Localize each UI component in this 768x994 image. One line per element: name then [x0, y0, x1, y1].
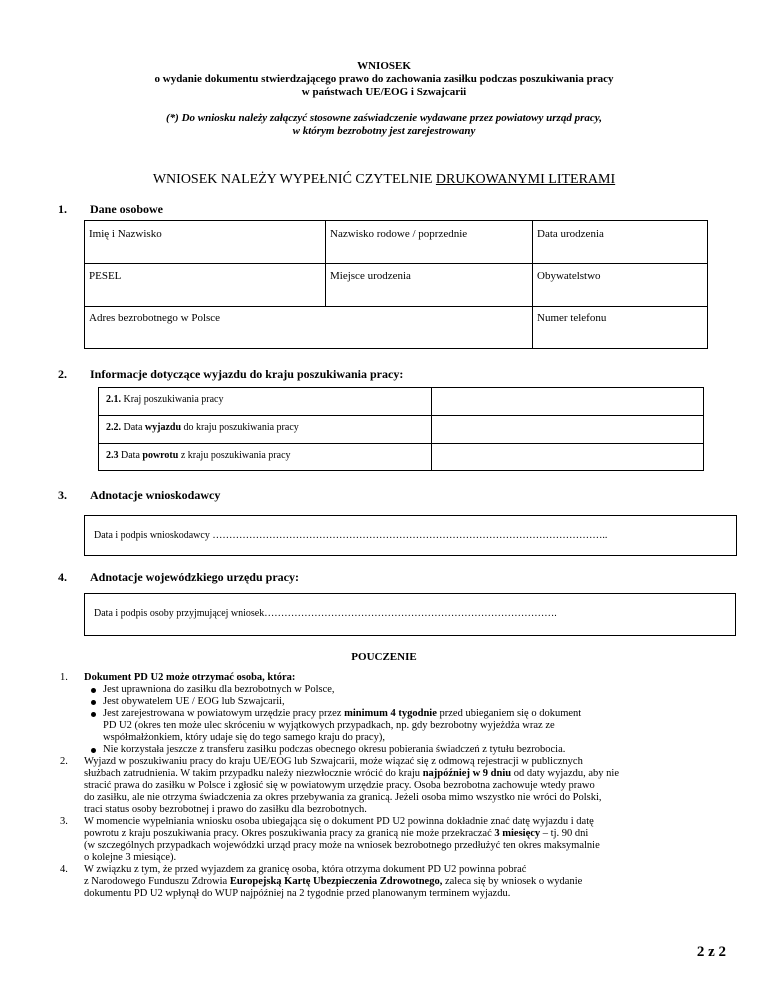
fill-instruction-underlined: DRUKOWANYMI LITERAMI — [435, 172, 616, 187]
family-name-label: Nazwisko rodowe / poprzednie — [330, 228, 468, 240]
item3-line4: o kolejne 3 miesiące). — [84, 852, 177, 863]
pesel-label: PESEL — [89, 270, 122, 282]
applicant-signature-line: Data i podpis wnioskodawcy ……………………………………………………………………………………………………….. — [94, 530, 608, 541]
section3-title: Adnotacje wnioskodawcy — [90, 488, 221, 502]
item4-line2-post: zaleca się by wniosek o wydanie — [442, 876, 583, 887]
country-label-num: 2.1. — [106, 394, 121, 405]
item4-line1: W związku z tym, że przed wyjazdem za granicę osoba, która otrzyma dokument PD U2 powinna pobrać — [84, 864, 527, 875]
bullet-1-text: Jest uprawniona do zasiłku dla bezrobotnych w Polsce, — [103, 684, 335, 695]
return-label-post: z kraju poszukiwania pracy — [178, 450, 291, 461]
return-label-num: 2.3 — [106, 450, 119, 461]
birth-date-field[interactable] — [532, 220, 708, 264]
bullet-1 — [84, 684, 734, 696]
country-label-pre: Kraj poszukiwania pracy — [121, 394, 224, 405]
item2-line2-bold: najpóźniej w 9 dniu — [422, 768, 512, 779]
return-label-bold: powrotu — [142, 450, 179, 461]
item3-line2-post: – tj. 90 dni — [540, 828, 589, 839]
item1-number: 1. — [60, 672, 68, 683]
bullet-dot — [91, 700, 96, 705]
departure-label — [106, 422, 299, 434]
item2-line2-pre: służbach zatrudnienia. W takim przypadku należy niezwłocznie wrócić do kraju — [84, 768, 423, 779]
bullet-3-line2: PD U2 (okres ten może ulec skróceniu w wyjątkowych przypadkach, np. gdy bezrobotny wyjeżdża wraz ze — [103, 720, 555, 731]
item2-line5: traci status osoby bezrobotnej i prawo do zasiłku dla bezrobotnych. — [84, 804, 367, 815]
item2-line4: do zasiłku, ale nie otrzyma świadczenia za okres przebywania za granicą. Jeżeli osoba mimo wszystko nie wróci do Polski, — [84, 792, 602, 803]
departure-label-post: do kraju poszukiwania pracy — [181, 422, 299, 433]
family-name-field[interactable] — [325, 220, 533, 264]
item3-number: 3. — [60, 816, 68, 827]
item1-title: Dokument PD U2 może otrzymać osoba, która: — [84, 672, 296, 683]
attachment-note-line2: w którym bezrobotny jest zarejestrowany — [292, 125, 476, 137]
departure-table — [98, 387, 704, 471]
bullet-4 — [84, 744, 734, 756]
country-input[interactable] — [431, 387, 704, 416]
bullet-4-text: Nie korzystała jeszcze z transferu zasiłku podczas obecnego okresu pobierania świadczeń z tytułu bezrobocia. — [103, 744, 566, 755]
name-field[interactable] — [84, 220, 326, 264]
bullet-3-bold: minimum 4 tygodnie — [344, 708, 437, 719]
address-label: Adres bezrobotnego w Polsce — [89, 312, 221, 324]
section1-title: Dane osobowe — [90, 202, 164, 216]
item4-line2-bold: Europejską Kartę Ubezpieczenia Zdrowotnego, — [229, 876, 443, 887]
section4-title: Adnotacje wojewódzkiego urzędu pracy: — [90, 570, 299, 584]
item2-line1: Wyjazd w poszukiwaniu pracy do kraju UE/EOG lub Szwajcarii, może wiązać się z odmową rejestracji w publicznych — [84, 756, 583, 767]
item3-line2-bold: 3 miesięcy — [494, 828, 541, 839]
item2-line3: stracić prawa do zasiłku w Polsce i zgłosić się w powiatowym urzędzie pracy. Osoba bezrobotna zachowuje wtedy prawo — [84, 780, 595, 791]
departure-label-pre: Data — [121, 422, 145, 433]
citizenship-label: Obywatelstwo — [537, 270, 601, 282]
form-subtitle-line1: o wydanie dokumentu stwierdzającego prawo do zachowania zasiłku podczas poszukiwania pracy — [154, 73, 614, 85]
instructions-title: POUCZENIE — [351, 651, 417, 663]
item4-line2-pre: z Narodowego Funduszu Zdrowia — [84, 876, 230, 887]
personal-data-table — [84, 220, 708, 349]
instruction-item-1 — [60, 672, 734, 684]
return-date-input[interactable] — [431, 443, 704, 471]
form-title: WNIOSEK — [357, 60, 411, 72]
section1-number: 1. — [58, 202, 67, 216]
departure-label-bold: wyjazdu — [144, 422, 182, 433]
bullet-dot — [91, 688, 96, 693]
item2-number: 2. — [60, 756, 68, 767]
birth-date-label: Data urodzenia — [537, 228, 604, 240]
section3-number: 3. — [58, 488, 67, 502]
bullet-dot — [91, 748, 96, 753]
office-signature-line: Data i podpis osoby przyjmującej wniosek……………………………………………………………………………. — [94, 608, 557, 619]
return-label-pre: Data — [118, 450, 143, 461]
country-label — [106, 394, 223, 406]
fill-instruction-prefix: WNIOSEK NALEŻY WYPEŁNIĆ CZYTELNIE — [152, 172, 436, 187]
form-subtitle-line2: w państwach UE/EOG i Szwajcarii — [301, 86, 467, 98]
return-label — [106, 450, 291, 462]
bullet-3-pre: Jest zarejestrowana w powiatowym urzędzie pracy przez — [103, 708, 345, 719]
instruction-item-4 — [60, 864, 734, 900]
bullet-3 — [84, 708, 734, 744]
item4-line3: dokumentu PD U2 wpłynął do WUP najpóźniej na 2 tygodnie przed planowanym terminem wyjazdu. — [84, 888, 511, 899]
departure-date-input[interactable] — [431, 415, 704, 444]
instructions-list — [60, 672, 734, 900]
bullet-3-line3: współmałżonkiem, który udaje się do tego samego kraju do pracy), — [103, 732, 385, 743]
item3-line2-pre: powrotu z kraju poszukiwania pracy. Okres poszukiwania pracy za granicą nie może przekraczać — [84, 828, 495, 839]
item3-line3: (w szczególnych przypadkach wojewódzki urząd pracy może na wniosek bezrobotnego przedłużyć ten okres maksymalnie — [84, 840, 600, 851]
page-number: 2 z 2 — [696, 944, 726, 960]
name-label: Imię i Nazwisko — [89, 228, 162, 240]
bullet-3-post: przed ubieganiem się o dokument — [436, 708, 582, 719]
section4-number: 4. — [58, 570, 67, 584]
bullet-2-text: Jest obywatelem UE / EOG lub Szwajcarii, — [103, 696, 285, 707]
birth-place-label: Miejsce urodzenia — [330, 270, 411, 282]
instruction-item-2 — [60, 756, 734, 816]
bullet-dot — [91, 712, 96, 717]
bullet-2 — [84, 696, 734, 708]
attachment-note-line1: (*) Do wniosku należy załączyć stosowne zaświadczenie wydawane przez powiatowy urząd pracy, — [166, 112, 602, 124]
section2-number: 2. — [58, 367, 67, 381]
item2-line2-post: od daty wyjazdu, aby nie — [511, 768, 619, 779]
phone-label: Numer telefonu — [537, 312, 607, 324]
fill-instruction — [0, 172, 768, 188]
item3-line1: W momencie wypełniania wniosku osoba ubiegająca się o dokument PD U2 powinna dokładnie znać datę wyjazdu i datę — [84, 816, 594, 827]
item4-number: 4. — [60, 864, 68, 875]
departure-label-num: 2.2. — [106, 422, 121, 433]
instruction-item-3 — [60, 816, 734, 864]
section2-title: Informacje dotyczące wyjazdu do kraju poszukiwania pracy: — [90, 367, 404, 381]
